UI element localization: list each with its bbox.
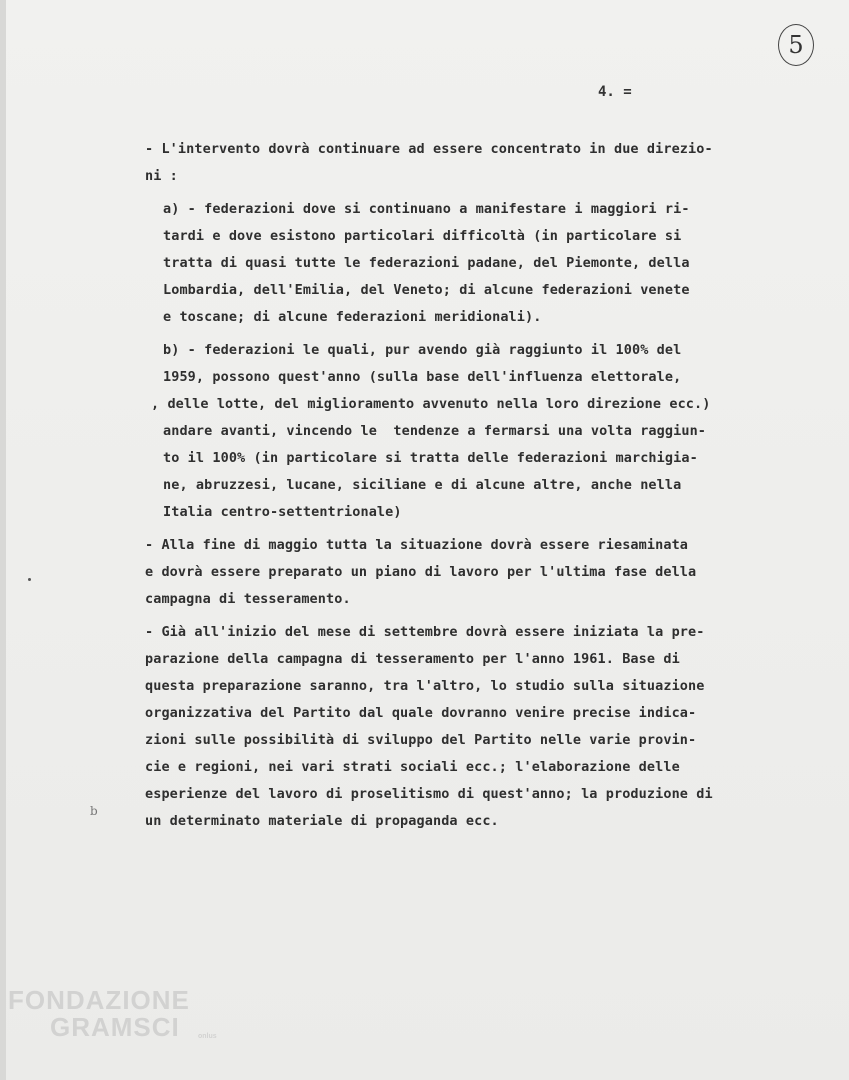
watermark-line1: FONDAZIONE	[8, 985, 190, 1015]
text-line: 1959, possono quest'anno (sulla base dell'influenza elettorale,	[163, 369, 682, 385]
text-line: ne, abruzzesi, lucane, siciliane e di alcune altre, anche nella	[163, 477, 682, 493]
text-line: a) - federazioni dove si continuano a manifestare i maggiori ri-	[163, 201, 690, 217]
text-line: organizzativa del Partito dal quale dovranno venire precise indica-	[145, 705, 697, 721]
text-line: to il 100% (in particolare si tratta delle federazioni marchigia-	[163, 450, 698, 466]
page-number: 4. =	[598, 84, 632, 100]
text-line: esperienze del lavoro di proselitismo di quest'anno; la produzione di	[145, 786, 713, 802]
paragraph-may	[145, 532, 835, 613]
text-line: - L'intervento dovrà continuare ad essere concentrato in due direzio-	[145, 141, 713, 157]
text-line: tardi e dove esistono particolari difficoltà (in particolare si	[163, 228, 682, 244]
watermark-small: onlus	[198, 1033, 217, 1040]
paragraph-september	[145, 619, 835, 835]
text-line: e toscane; di alcune federazioni meridionali).	[163, 309, 542, 325]
paragraph-a	[145, 196, 835, 331]
text-line: cie e regioni, nei vari strati sociali ecc.; l'elaborazione delle	[145, 759, 680, 775]
text-line: - Alla fine di maggio tutta la situazione dovrà essere riesaminata	[145, 537, 689, 553]
text-line: tratta di quasi tutte le federazioni padane, del Piemonte, della	[163, 255, 690, 271]
page-edge	[0, 0, 6, 1080]
text-line: , delle lotte, del miglioramento avvenuto nella loro direzione ecc.)	[151, 396, 711, 412]
text-line: - Già all'inizio del mese di settembre dovrà essere iniziata la pre-	[145, 624, 705, 640]
text-line: andare avanti, vincendo le tendenze a fermarsi una volta raggiun-	[163, 423, 707, 439]
text-line: b) - federazioni le quali, pur avendo già raggiunto il 100% del	[163, 342, 682, 358]
text-line: zioni sulle possibilità di sviluppo del Partito nelle varie provin-	[145, 732, 697, 748]
watermark-line2: GRAMSCI	[50, 1012, 180, 1042]
text-line: Lombardia, dell'Emilia, del Veneto; di alcune federazioni venete	[163, 282, 690, 298]
fondazione-gramsci-watermark	[8, 985, 217, 1040]
text-line: Italia centro-settentrionale)	[163, 504, 402, 520]
margin-dot	[28, 578, 31, 581]
paragraph-b	[145, 337, 835, 526]
text-line: campagna di tesseramento.	[145, 591, 351, 607]
text-line: e dovrà essere preparato un piano di lavoro per l'ultima fase della	[145, 564, 697, 580]
text-line: ni :	[145, 168, 178, 184]
paragraph-intro	[145, 136, 835, 190]
text-line: questa preparazione saranno, tra l'altro, lo studio sulla situazione	[145, 678, 705, 694]
text-line: un determinato materiale di propaganda ecc.	[145, 813, 499, 829]
margin-letter-b: b	[90, 804, 98, 818]
typed-text-block	[145, 136, 835, 841]
circled-page-number: 5	[778, 24, 814, 66]
text-line: parazione della campagna di tesseramento per l'anno 1961. Base di	[145, 651, 680, 667]
